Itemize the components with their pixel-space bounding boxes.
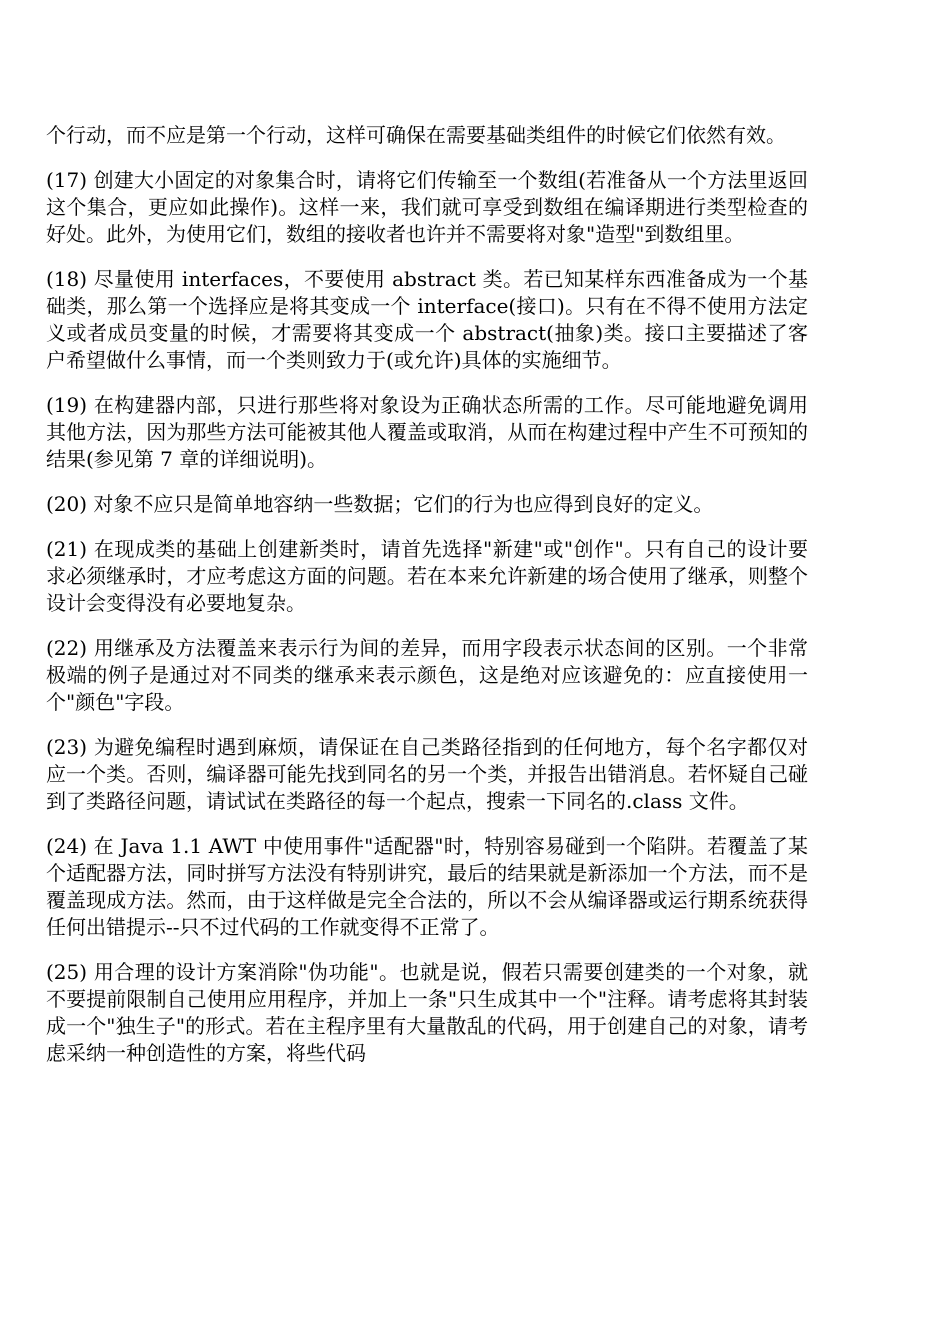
- paragraph-16-continued: 个行动，而不应是第一个行动，这样可确保在需要基础类组件的时候它们依然有效。: [46, 123, 786, 147]
- paragraph-17: (17) 创建大小固定的对象集合时，请将它们传输至一个数组(若准备从一个方法里返回这个集合，更应如此操作)。这样一来，我们就可享受到数组在编译期进行类型检查的好处。此外，为使用它们，数组的接收者也许并不需要将对象"造型"到数组里。: [46, 168, 808, 246]
- paragraph-25: (25) 用合理的设计方案消除"伪功能"。也就是说，假若只需要创建类的一个对象，就不要提前限制自己使用应用程序，并加上一条"只生成其中一个"注释。请考虑将其封装成一个"独生子"的形式。若在主程序里有大量散乱的代码，用于创建自己的对象，请考虑采纳一种创造性的方案，将些代码: [46, 960, 808, 1065]
- paragraph-19: (19) 在构建器内部，只进行那些将对象设为正确状态所需的工作。尽可能地避免调用其他方法，因为那些方法可能被其他人覆盖或取消，从而在构建过程中产生不可预知的结果(参见第 7 章的详细说明)。: [46, 393, 808, 471]
- paragraph-21: (21) 在现成类的基础上创建新类时，请首先选择"新建"或"创作"。只有自己的设计要求必须继承时，才应考虑这方面的问题。若在本来允许新建的场合使用了继承，则整个设计会变得没有必要地复杂。: [46, 537, 808, 615]
- paragraph-20: (20) 对象不应只是简单地容纳一些数据；它们的行为也应得到良好的定义。: [46, 492, 714, 516]
- paragraph-23: (23) 为避免编程时遇到麻烦，请保证在自己类路径指到的任何地方，每个名字都仅对应一个类。否则，编译器可能先找到同名的另一个类，并报告出错消息。若怀疑自己碰到了类路径问题，请试试在类路径的每一个起点，搜索一下同名的.class 文件。: [46, 735, 808, 813]
- paragraph-18: (18) 尽量使用 interfaces，不要使用 abstract 类。若已知某样东西准备成为一个基础类，那么第一个选择应是将其变成一个 interface(接口)。只有在不得不使用方法定义或者成员变量的时候，才需要将其变成一个 abstract(抽象)类。接口主要描述了客户希望做什么事情，而一个类则致力于(或允许)具体的实施细节。: [46, 267, 808, 372]
- document-page: [46, 122, 808, 1085]
- paragraph-24: (24) 在 Java 1.1 AWT 中使用事件"适配器"时，特别容易碰到一个陷阱。若覆盖了某个适配器方法，同时拼写方法没有特别讲究，最后的结果就是新添加一个方法，而不是覆盖现成方法。然而，由于这样做是完全合法的，所以不会从编译器或运行期系统获得任何出错提示--只不过代码的工作就变得不正常了。: [46, 834, 808, 939]
- paragraph-22: (22) 用继承及方法覆盖来表示行为间的差异，而用字段表示状态间的区别。一个非常极端的例子是通过对不同类的继承来表示颜色，这是绝对应该避免的：应直接使用一个"颜色"字段。: [46, 636, 808, 714]
